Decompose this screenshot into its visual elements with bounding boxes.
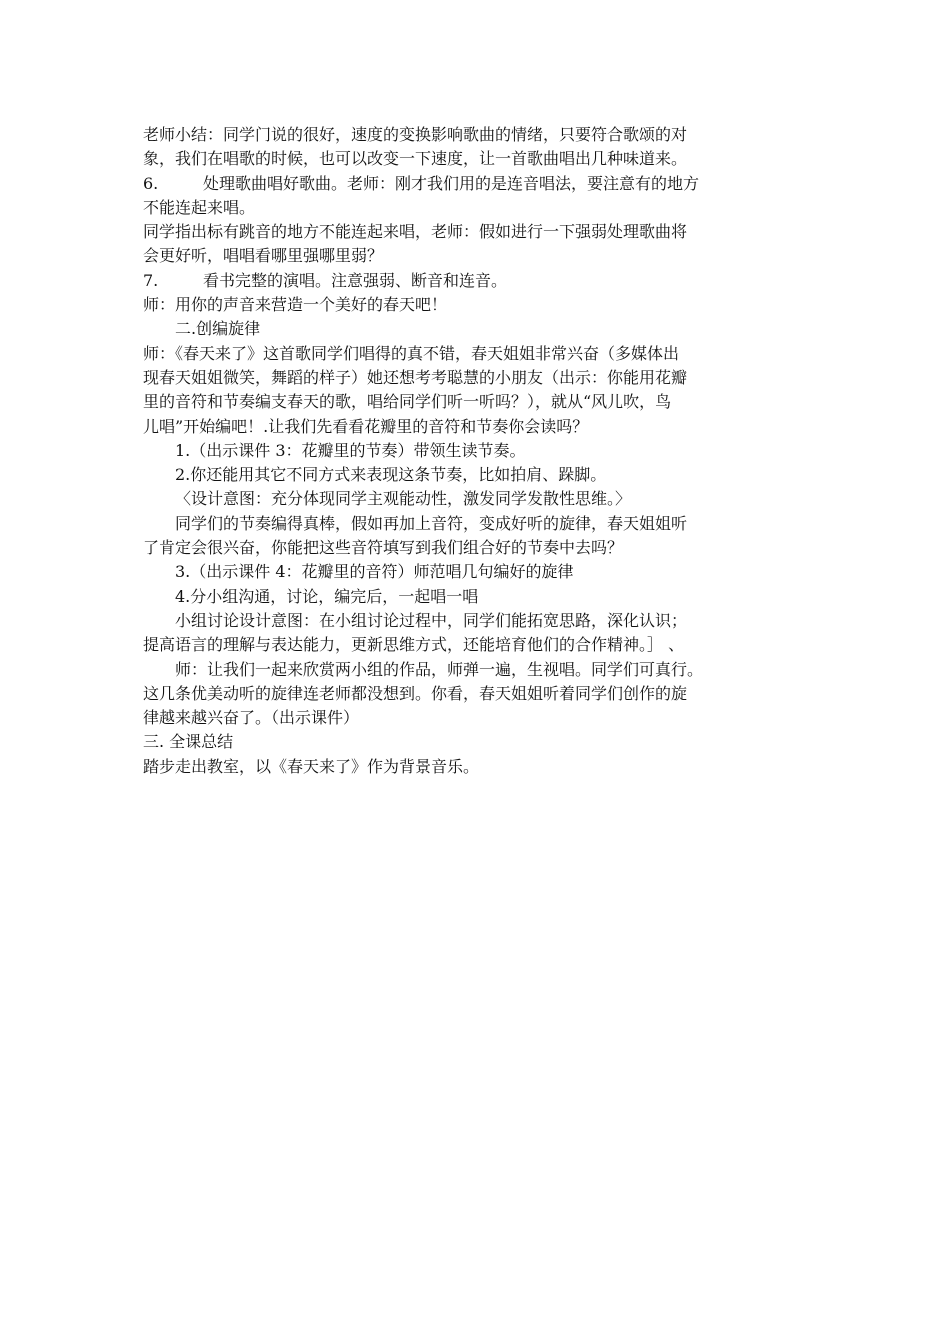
- paragraph-line: 师：让我们一起来欣赏两小组的作品，师弹一遍，生视唱。同学们可真行。: [175, 659, 704, 679]
- paragraph-line: 了肯定会很兴奋，你能把这些音符填写到我们组合好的节奏中去吗？: [143, 538, 624, 558]
- paragraph-line: 师：用你的声音来营造一个美好的春天吧！: [143, 295, 448, 315]
- paragraph-line: 象，我们在唱歌的时候，也可以改变一下速度，让一首歌曲唱出几种味道来。: [143, 149, 688, 169]
- paragraph-line: 踏步走出教室，以《春天来了》作为背景音乐。: [143, 756, 480, 776]
- paragraph-line: 现春天姐姐微笑，舞蹈的样子）她还想考考聪慧的小朋友（出示：你能用花瓣: [143, 367, 688, 387]
- paragraph-line: 不能连起来唱。: [143, 197, 256, 217]
- list-item: 4.分小组沟通，讨论，编完后，一起唱一唱: [175, 586, 479, 606]
- paragraph-line: 儿唱”开始编吧！.让我们先看看花瓣里的音符和节奏你会读吗？: [143, 416, 589, 436]
- design-intent-note: 〈设计意图：充分体现同学主观能动性，激发同学发散性思维。〉: [175, 489, 632, 509]
- paragraph-line: 提高语言的理解与表达能力，更新思维方式，还能培育他们的合作精神。］ 、: [143, 635, 685, 655]
- item-text: 处理歌曲唱好歌曲。老师：刚才我们用的是连音唱法，要注意有的地方: [203, 173, 700, 193]
- list-item: 2.你还能用其它不同方式来表现这条节奏，比如拍肩、跺脚。: [175, 465, 607, 485]
- paragraph-line: 师：《春天来了》这首歌同学们唱得的真不错，春天姐姐非常兴奋（多媒体出: [143, 343, 680, 363]
- item-text: 看书完整的演唱。注意强弱、断音和连音。: [203, 270, 508, 290]
- paragraph-line: 会更好听，唱唱看哪里强哪里弱？: [143, 246, 384, 266]
- paragraph-line: 这几条优美动听的旋律连老师都没想到。你看，春天姐姐听着同学们创作的旋: [143, 683, 688, 703]
- paragraph-line: 同学们的节奏编得真棒，假如再加上音符，变成好听的旋律，春天姐姐听: [175, 513, 688, 533]
- paragraph-line: 里的音符和节奏编支春天的歌，唱给同学们听一听吗？），就从“风儿吹，鸟: [143, 392, 672, 412]
- list-item: 3.（出示课件 4：花瓣里的音符）师范唱几句编好的旋律: [175, 562, 574, 582]
- section-heading: 二.创编旋律: [175, 319, 261, 339]
- section-heading: 三. 全课总结: [143, 732, 234, 752]
- document-body: [143, 123, 823, 779]
- paragraph-line: 律越来越兴奋了。（出示课件）: [143, 708, 360, 728]
- numbered-item-6: [143, 172, 823, 196]
- item-number: 6.: [143, 173, 159, 193]
- paragraph-line: 老师小结：同学门说的很好，速度的变换影响歌曲的情绪，只要符合歌颂的对: [143, 125, 688, 144]
- numbered-item-7: [143, 269, 823, 293]
- paragraph-line: 小组讨论设计意图：在小组讨论过程中，同学们能拓宽思路，深化认识；: [175, 610, 688, 630]
- list-item: 1.（出示课件 3：花瓣里的节奏）带领生读节奏。: [175, 440, 526, 460]
- paragraph-line: 同学指出标有跳音的地方不能连起来唱，老师：假如进行一下强弱处理歌曲将: [143, 222, 688, 242]
- item-number: 7.: [143, 270, 159, 290]
